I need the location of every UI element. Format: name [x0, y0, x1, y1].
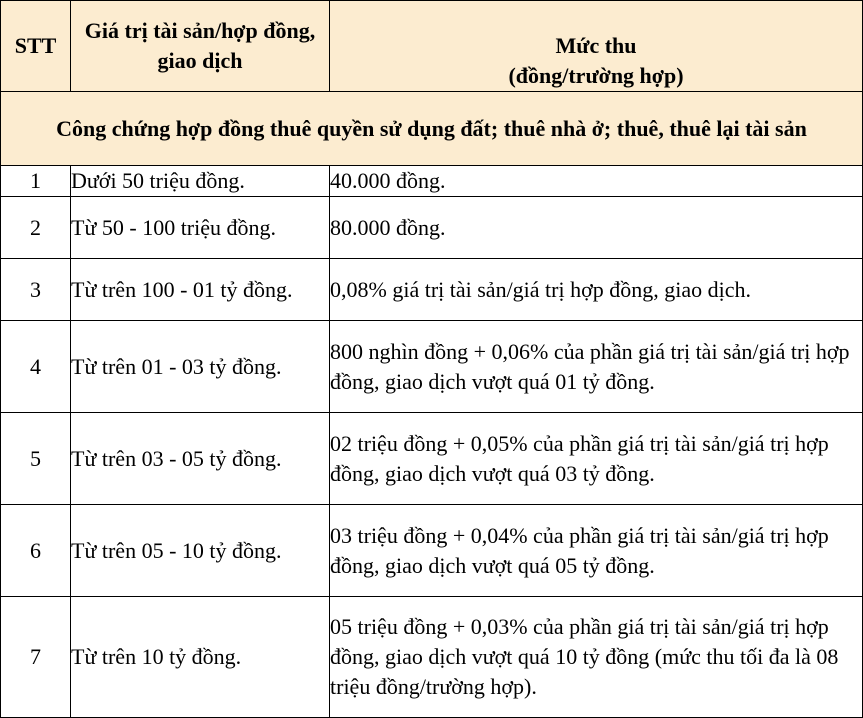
- section-row: [1, 92, 863, 166]
- row-stt: 4: [1, 321, 71, 413]
- row-value: Từ trên 100 - 01 tỷ đồng.: [71, 259, 330, 321]
- row-fee: 40.000 đồng.: [330, 166, 863, 197]
- table-row: [1, 413, 863, 505]
- row-value: Từ 50 - 100 triệu đồng.: [71, 197, 330, 259]
- row-value: Dưới 50 triệu đồng.: [71, 166, 330, 197]
- row-fee: 80.000 đồng.: [330, 197, 863, 259]
- header-fee-label: Mức thu (đồng/trường hợp): [508, 33, 684, 88]
- header-value: [71, 1, 330, 92]
- row-value: Từ trên 10 tỷ đồng.: [71, 597, 330, 718]
- header-stt: STT: [1, 1, 71, 92]
- row-stt: 5: [1, 413, 71, 505]
- row-fee: 0,08% giá trị tài sản/giá trị hợp đồng, giao dịch.: [330, 259, 863, 321]
- row-fee: 03 triệu đồng + 0,04% của phần giá trị tài sản/giá trị hợp đồng, giao dịch vượt quá 05 tỷ đồng.: [330, 505, 863, 597]
- table-row: [1, 197, 863, 259]
- row-fee: 02 triệu đồng + 0,05% của phần giá trị tài sản/giá trị hợp đồng, giao dịch vượt quá 03 tỷ đồng.: [330, 413, 863, 505]
- row-fee: 05 triệu đồng + 0,03% của phần giá trị tài sản/giá trị hợp đồng, giao dịch vượt quá 10 tỷ đồng (mức thu tối đa là 08 triệu đồng/trường hợp).: [330, 597, 863, 718]
- row-fee: 800 nghìn đồng + 0,06% của phần giá trị tài sản/giá trị hợp đồng, giao dịch vượt quá 01 tỷ đồng.: [330, 321, 863, 413]
- table-row: [1, 597, 863, 718]
- table-row: [1, 166, 863, 197]
- table-row: [1, 259, 863, 321]
- row-value: Từ trên 03 - 05 tỷ đồng.: [71, 413, 330, 505]
- header-row: [1, 1, 863, 92]
- row-stt: 6: [1, 505, 71, 597]
- row-stt: 3: [1, 259, 71, 321]
- header-value-label: Giá trị tài sản/hợp đồng, giao dịch: [84, 18, 316, 73]
- row-stt: 7: [1, 597, 71, 718]
- row-stt: 2: [1, 197, 71, 259]
- header-fee: [330, 1, 863, 92]
- table-row: [1, 505, 863, 597]
- section-title: Công chứng hợp đồng thuê quyền sử dụng đất; thuê nhà ở; thuê, thuê lại tài sản: [1, 92, 863, 166]
- row-stt: 1: [1, 166, 71, 197]
- table-row: [1, 321, 863, 413]
- row-value: Từ trên 01 - 03 tỷ đồng.: [71, 321, 330, 413]
- row-value: Từ trên 05 - 10 tỷ đồng.: [71, 505, 330, 597]
